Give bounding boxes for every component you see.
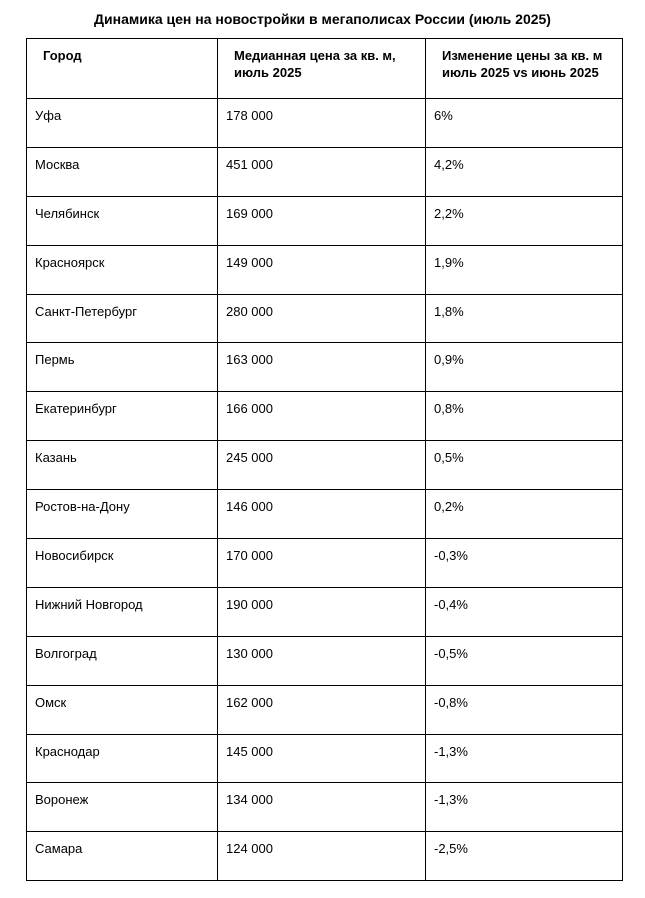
cell-price: 124 000 — [218, 832, 426, 881]
table-row — [27, 392, 623, 441]
cell-city: Краснодар — [27, 734, 218, 783]
cell-price: 245 000 — [218, 441, 426, 490]
cell-change: -1,3% — [426, 783, 623, 832]
cell-price: 145 000 — [218, 734, 426, 783]
cell-change: 4,2% — [426, 147, 623, 196]
table-row — [27, 441, 623, 490]
cell-price: 146 000 — [218, 490, 426, 539]
cell-price: 190 000 — [218, 587, 426, 636]
table-row — [27, 99, 623, 148]
table-row — [27, 783, 623, 832]
table-row — [27, 587, 623, 636]
cell-change: 0,8% — [426, 392, 623, 441]
cell-price: 170 000 — [218, 539, 426, 588]
price-table — [26, 38, 623, 881]
table-row — [27, 832, 623, 881]
cell-price: 130 000 — [218, 636, 426, 685]
cell-change: -2,5% — [426, 832, 623, 881]
header-change: Изменение цены за кв. м июль 2025 vs июнь 2025 — [426, 39, 623, 99]
cell-city: Нижний Новгород — [27, 587, 218, 636]
table-row — [27, 245, 623, 294]
cell-city: Новосибирск — [27, 539, 218, 588]
cell-city: Самара — [27, 832, 218, 881]
table-row — [27, 147, 623, 196]
cell-price: 162 000 — [218, 685, 426, 734]
cell-change: -0,5% — [426, 636, 623, 685]
table-body — [27, 99, 623, 881]
cell-price: 280 000 — [218, 294, 426, 343]
cell-change: -0,8% — [426, 685, 623, 734]
cell-change: 1,8% — [426, 294, 623, 343]
cell-city: Красноярск — [27, 245, 218, 294]
cell-change: 0,5% — [426, 441, 623, 490]
cell-city: Казань — [27, 441, 218, 490]
cell-city: Екатеринбург — [27, 392, 218, 441]
cell-change: 1,9% — [426, 245, 623, 294]
cell-change: 0,9% — [426, 343, 623, 392]
table-row — [27, 490, 623, 539]
table-row — [27, 636, 623, 685]
cell-price: 451 000 — [218, 147, 426, 196]
cell-change: -0,3% — [426, 539, 623, 588]
header-city: Город — [27, 39, 218, 99]
cell-change: -1,3% — [426, 734, 623, 783]
cell-price: 149 000 — [218, 245, 426, 294]
cell-city: Санкт-Петербург — [27, 294, 218, 343]
header-price: Медианная цена за кв. м, июль 2025 — [218, 39, 426, 99]
table-row — [27, 294, 623, 343]
page-title: Динамика цен на новостройки в мегаполисах России (июль 2025) — [94, 11, 551, 27]
cell-price: 166 000 — [218, 392, 426, 441]
cell-city: Воронеж — [27, 783, 218, 832]
cell-city: Челябинск — [27, 196, 218, 245]
cell-city: Ростов-на-Дону — [27, 490, 218, 539]
table-row — [27, 539, 623, 588]
cell-price: 178 000 — [218, 99, 426, 148]
table-row — [27, 685, 623, 734]
table-row — [27, 196, 623, 245]
cell-city: Уфа — [27, 99, 218, 148]
cell-change: 2,2% — [426, 196, 623, 245]
cell-price: 169 000 — [218, 196, 426, 245]
cell-city: Волгоград — [27, 636, 218, 685]
table-row — [27, 734, 623, 783]
table-header-row — [27, 39, 623, 99]
cell-city: Омск — [27, 685, 218, 734]
cell-price: 163 000 — [218, 343, 426, 392]
cell-city: Пермь — [27, 343, 218, 392]
cell-change: -0,4% — [426, 587, 623, 636]
cell-change: 6% — [426, 99, 623, 148]
table-row — [27, 343, 623, 392]
cell-price: 134 000 — [218, 783, 426, 832]
cell-change: 0,2% — [426, 490, 623, 539]
cell-city: Москва — [27, 147, 218, 196]
